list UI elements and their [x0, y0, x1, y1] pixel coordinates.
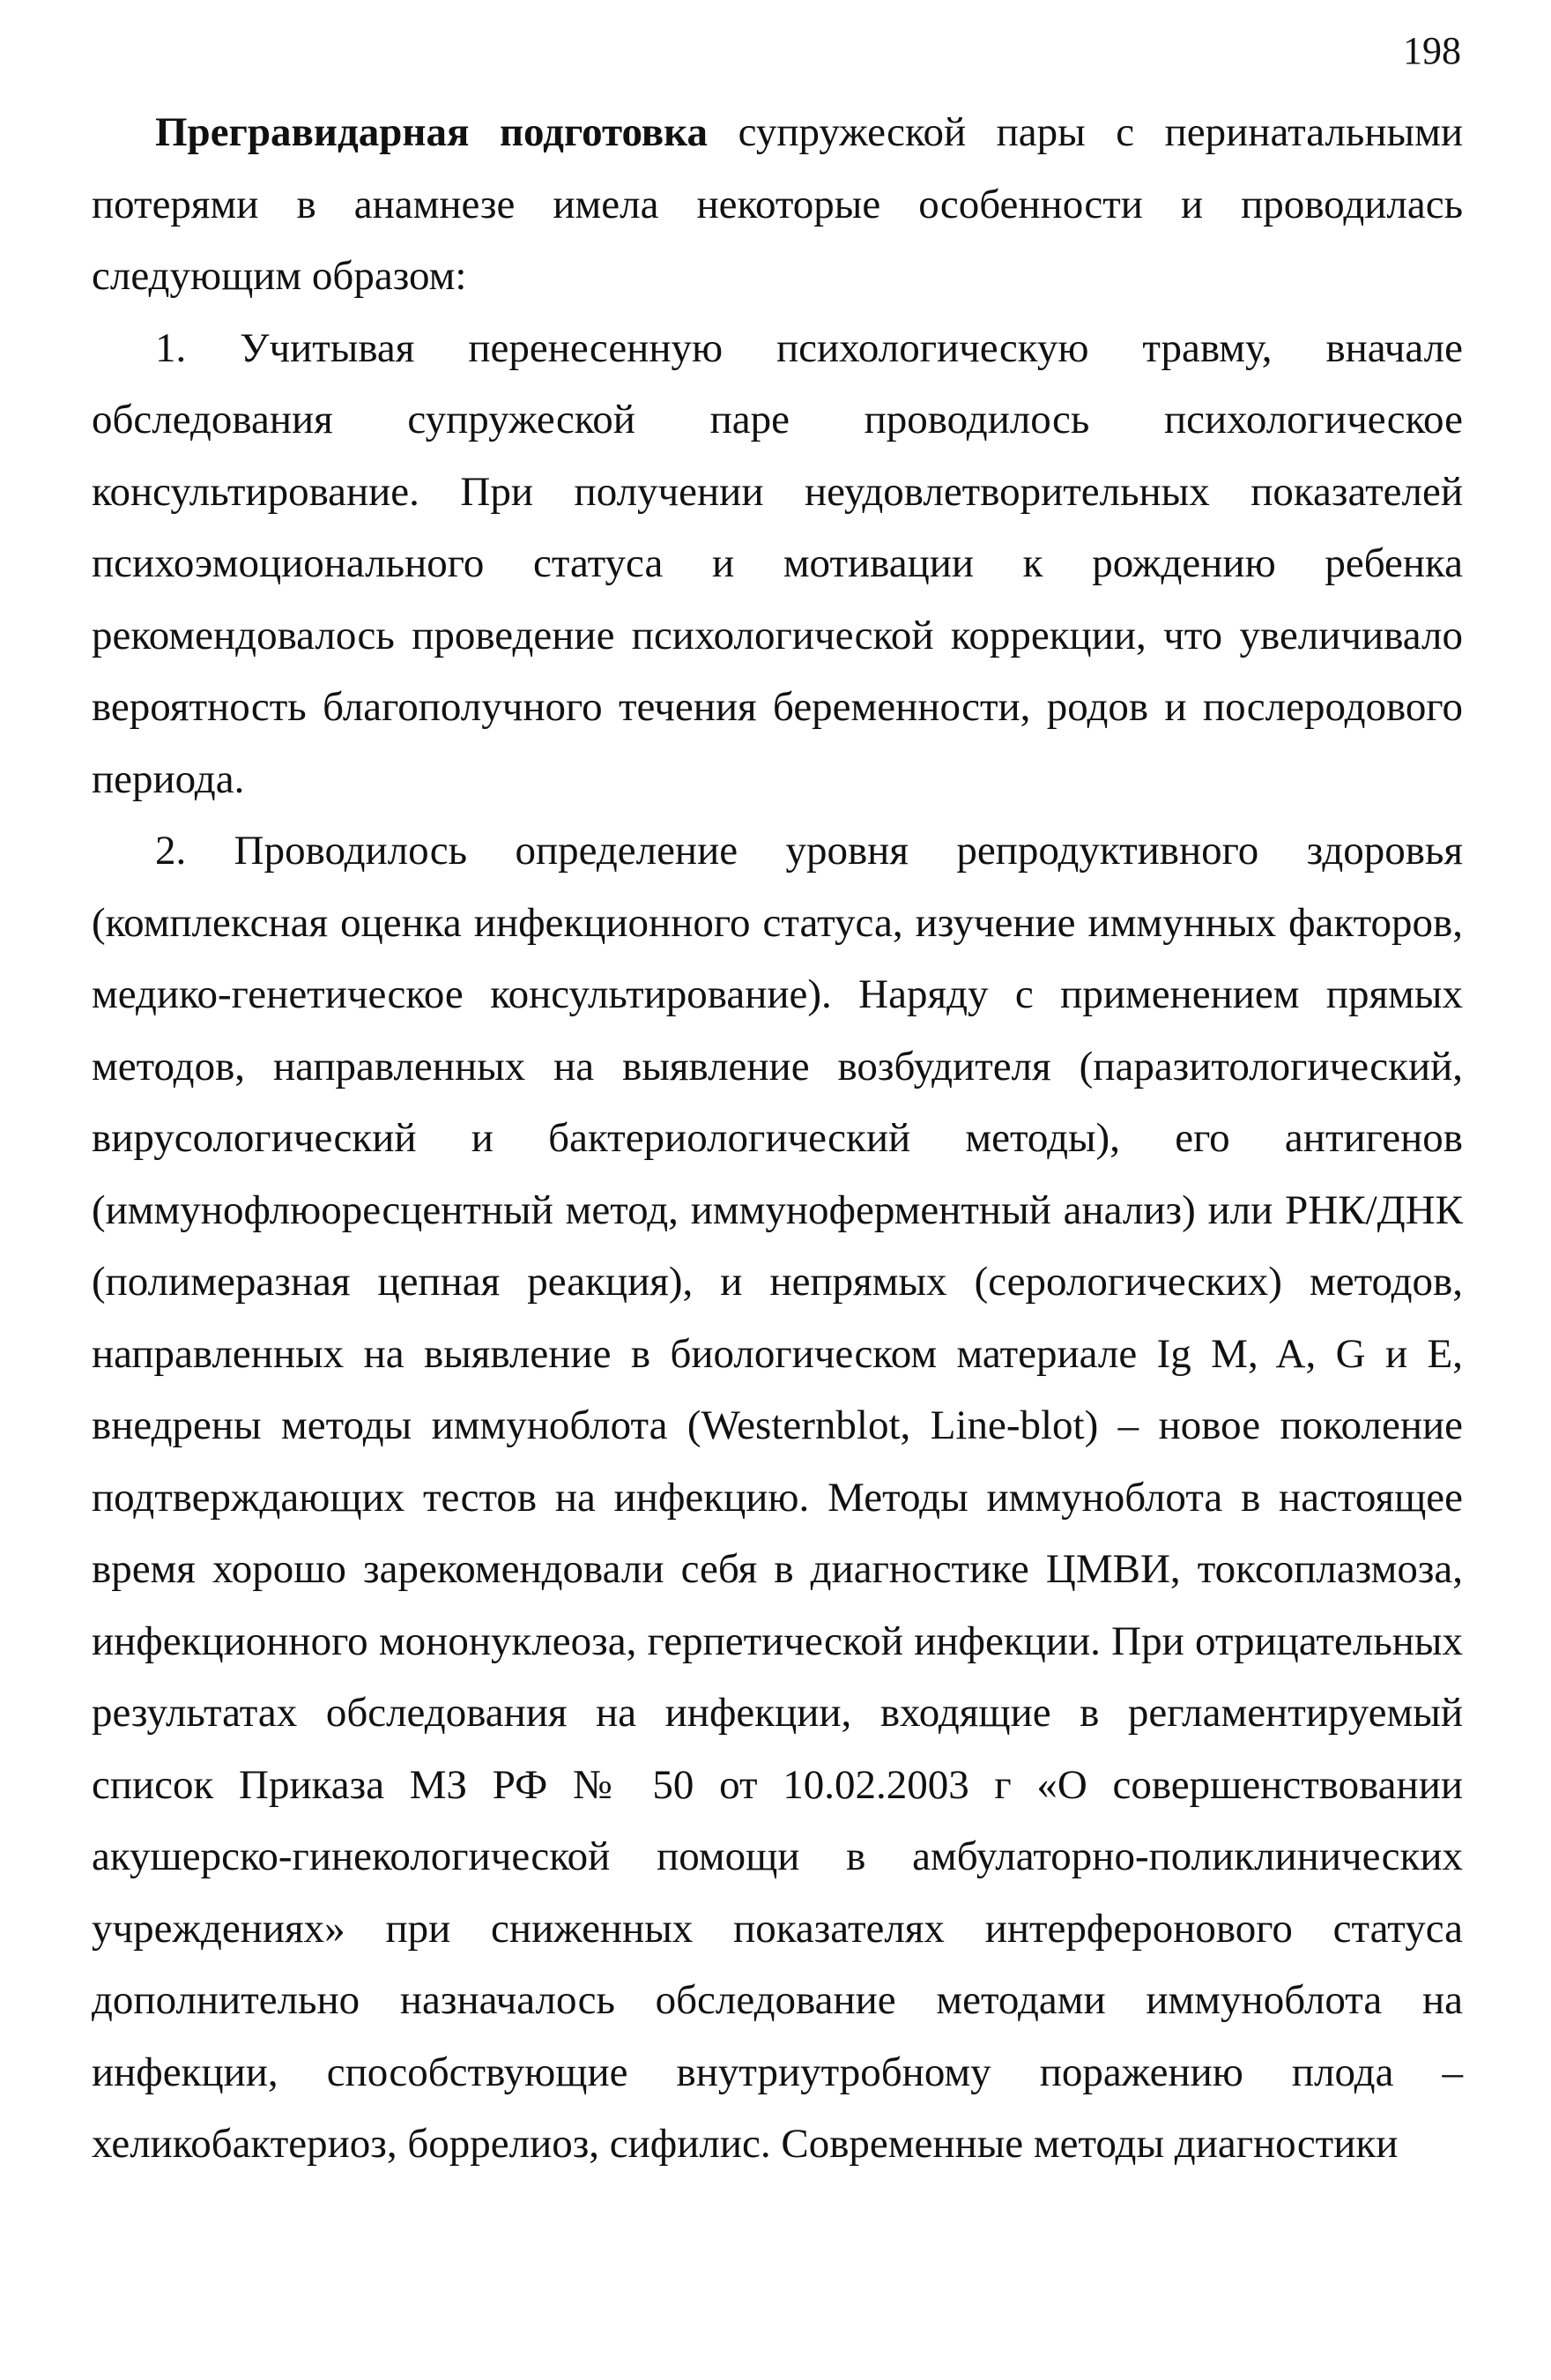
paragraph-item-1: 1. Учитывая перенесенную психологическую травму, вначале обследования супружеской паре проводилось психологическое консультирование. При получении неудовлетворительных показателей психоэмоционального статуса и мотивации к рождению ребенка рекомендовалось проведение психологической коррекции, что увеличивало вероятность благополучного течения беременности, родов и послеродового периода. [92, 324, 1463, 802]
body-text [92, 97, 1463, 2181]
paragraph-text: супружеской пары с перинатальными потерями в анамнезе имела некоторые особенности и проводилась следующим образом: [92, 109, 1463, 299]
paragraph-lead-heading: Прегравидарная подготовка [155, 109, 709, 155]
paragraph-item-2: 2. Проводилось определение уровня репродуктивного здоровья (комплексная оценка инфекционного статуса, изучение иммунных факторов, медико-генетическое консультирование). Наряду с применением прямых методов, направленных на выявление возбудителя (паразитологический, вирусологический и бактериологический методы), его антигенов (иммунофлюоресцентный метод, иммуноферментный анализ) или РНК/ДНК (полимеразная цепная реакция), и непрямых (серологических) методов, направленных на выявление в биологическом материале Ig M, A, G и E, внедрены методы иммуноблота (Westernblot, Line-blot) – новое поколение подтверждающих тестов на инфекцию. Методы иммуноблота в настоящее время хорошо зарекомендовали себя в диагностике ЦМВИ, токсоплазмоза, инфекционного мононуклеоза, герпетической инфекции. При отрицательных результатах обследования на инфекции, входящие в регламентируемый список Приказа МЗ РФ № 50 от 10.02.2003 г «О совершенствовании акушерско-гинекологической помощи в амбулаторно-поликлинических учреждениях» при сниженных показателях интерферонового статуса дополнительно назначалось обследование методами иммуноблота на инфекции, способствующие внутриутробному поражению плода – хеликобактериоз, боррелиоз, сифилис. Современные методы диагностики [92, 828, 1463, 2167]
paragraph-preconception [92, 97, 1463, 313]
page-number: 198 [1403, 29, 1461, 72]
